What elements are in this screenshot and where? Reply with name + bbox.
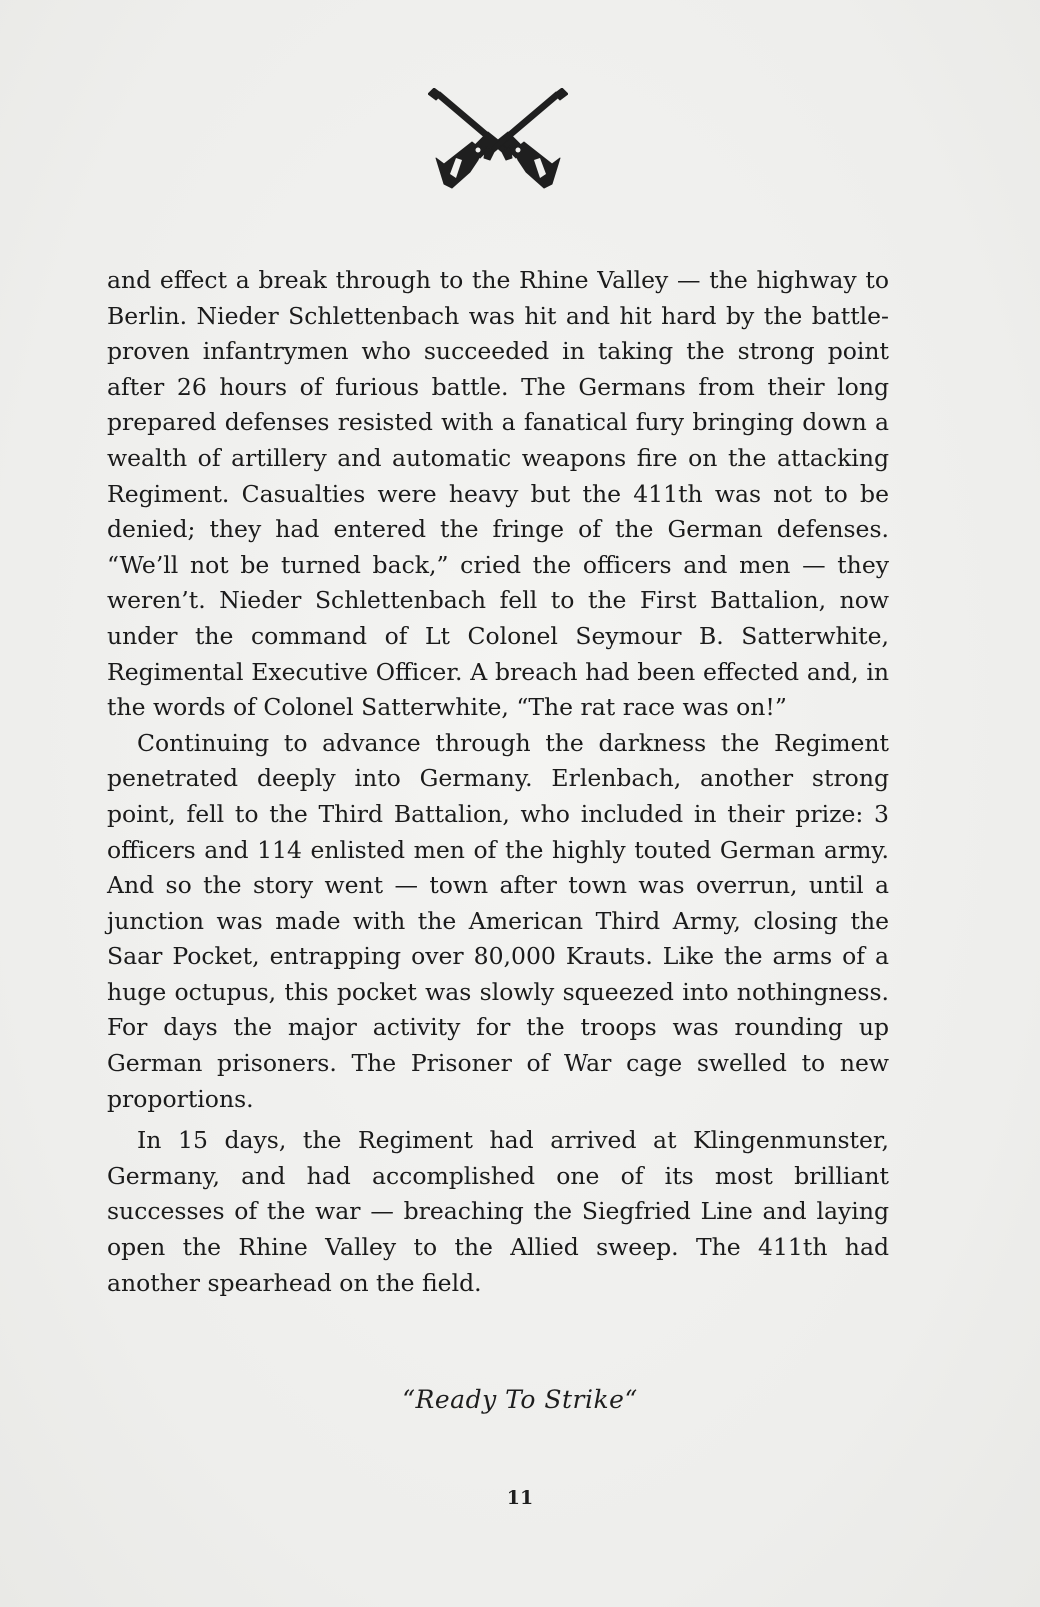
crossed-rifles-icon	[428, 88, 568, 198]
paragraph: In 15 days, the Regiment had arrived at Klingenmunster, Germany, and had accomplished one of its most brilliant successes of the war — breaching the Siegfried Line and laying open the Rhine Valley to the Allied sweep. The 411th had another spearhead on the field.	[107, 1126, 889, 1297]
paragraph: and effect a break through to the Rhine Valley — the highway to Berlin. Nieder Schlettenbach was hit and hit hard by the battle-proven infantrymen who succeeded in taking the strong point after 26 hours of furious battle. The Germans from their long prepared defenses resisted with a fanatical fury bringing down a wealth of artillery and automatic weapons fire on the attacking Regiment. Casualties were heavy but the 411th was not to be denied; they had entered the fringe of the German defenses. “We’ll not be turned back,” cried the officers and men — they weren’t. Nieder Schlettenbach fell to the First Battalion, now under the command of Lt Colonel Seymour B. Satterwhite, Regimental Executive Officer. A breach had been effected and, in the words of Colonel Satterwhite, “The rat race was on!”	[107, 266, 889, 722]
paragraph: Continuing to advance through the darkness the Regiment penetrated deeply into Germany. Erlenbach, another strong point, fell to the Third Battalion, who included in their prize: 3 officers and 114 enlisted men of the highly touted German army. And so the story went — town after town was overrun, until a junction was made with the American Third Army, closing the Saar Pocket, entrapping over 80,000 Krauts. Like the arms of a huge octupus, this pocket was slowly squeezed into nothingness. For days the major activity for the troops was rounding up German prisoners. The Prisoner of War cage swelled to new proportions.	[107, 728, 889, 1113]
motto: “Ready To Strike“	[402, 1385, 638, 1414]
article-body	[107, 263, 889, 1301]
page-number: 11	[506, 1487, 534, 1509]
